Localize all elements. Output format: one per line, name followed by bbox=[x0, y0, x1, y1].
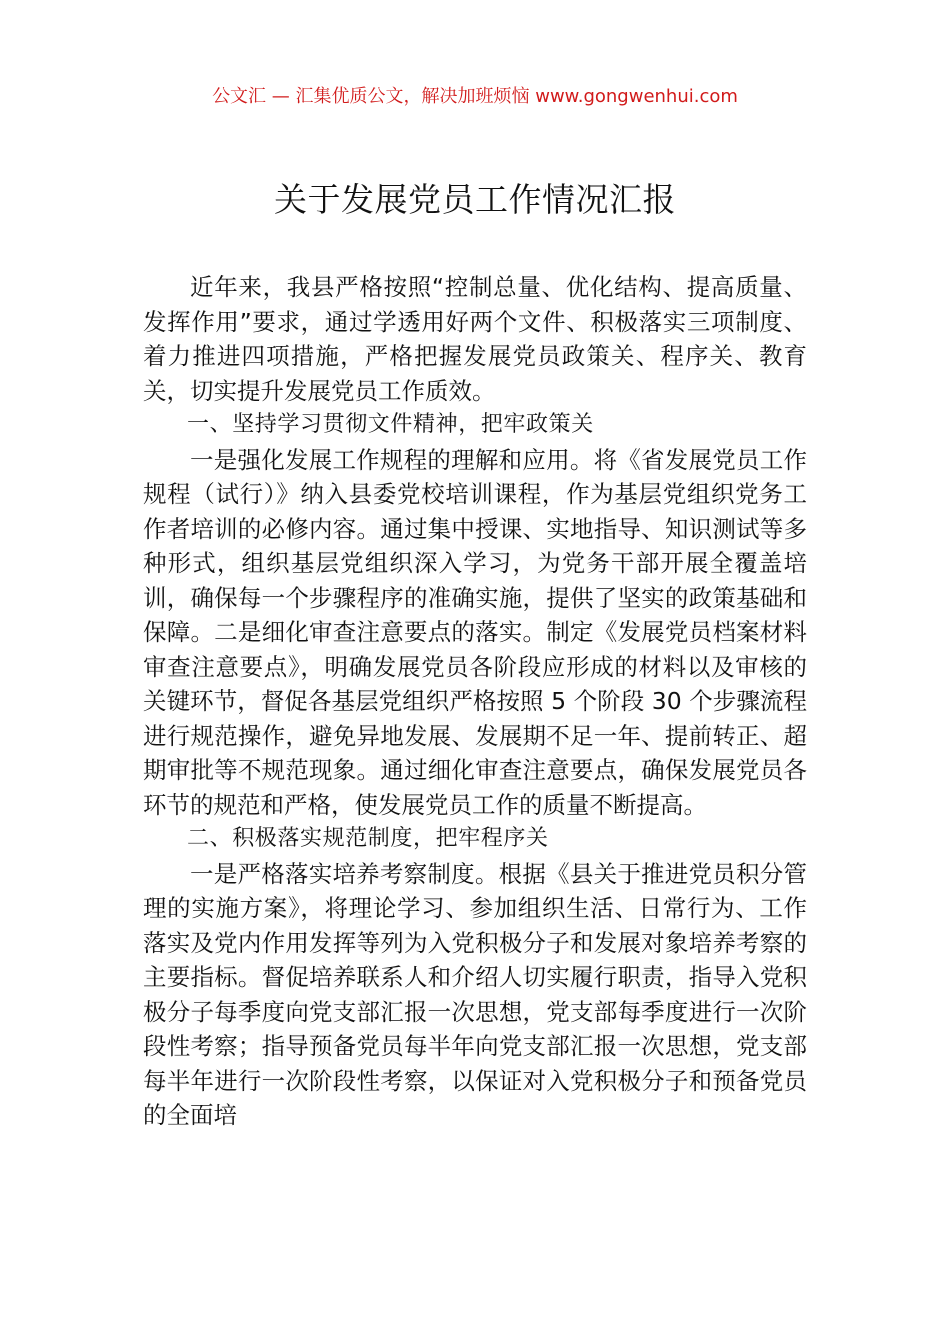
section-heading-2: 二、积极落实规范制度，把牢程序关 bbox=[187, 826, 549, 851]
section-heading-1: 一、坚持学习贯彻文件精神，把牢政策关 bbox=[187, 412, 594, 437]
document-title: 关于发展党员工作情况汇报 bbox=[274, 180, 676, 219]
section-2-paragraph: 一是严格落实培养考察制度。根据《县关于推进党员积分管理的实施方案》，将理论学习、参加组织生活、日常行为、工作落实及党内作用发挥等列为入党积极分子和发展对象培养考察的主要指标。督促培养联系人和介绍人切实履行职责，指导入党积极分子每季度向党支部汇报一次思想，党支部每季度进行一次阶段性考察；指导预备党员每半年向党支部汇报一次思想，党支部每半年进行一次阶段性考察，以保证对入党积极分子和预备党员的全面培 bbox=[143, 859, 807, 1129]
section-1-paragraph: 一是强化发展工作规程的理解和应用。将《省发展党员工作规程（试行）》纳入县委党校培训课程，作为基层党组织党务工作者培训的必修内容。通过集中授课、实地指导、知识测试等多种形式，组织基层党组织深入学习，为党务干部开展全覆盖培训，确保每一个步骤程序的准确实施，提供了坚实的政策基础和保障。二是细化审查注意要点的落实。制定《发展党员档案材料审查注意要点》，明确发展党员各阶段应形成的材料以及审核的关键环节，督促各基层党组织严格按照 5 个阶段 30 个步骤流程进行规范操作，避免异地发展、发展期不足一年、提前转正、超期审批等不规范现象。通过细化审查注意要点，确保发展党员各环节的规范和严格，使发展党员工作的质量不断提高。 bbox=[143, 445, 807, 819]
intro-paragraph: 近年来，我县严格按照“控制总量、优化结构、提高质量、发挥作用”要求，通过学透用好两个文件、积极落实三项制度、着力推进四项措施，严格把握发展党员政策关、程序关、教育关，切实提升发展党员工作质效。 bbox=[143, 273, 807, 405]
document-body bbox=[143, 270, 807, 1133]
site-banner: 公文汇 — 汇集优质公文，解决加班烦恼 www.gongwenhui.com bbox=[212, 86, 738, 107]
